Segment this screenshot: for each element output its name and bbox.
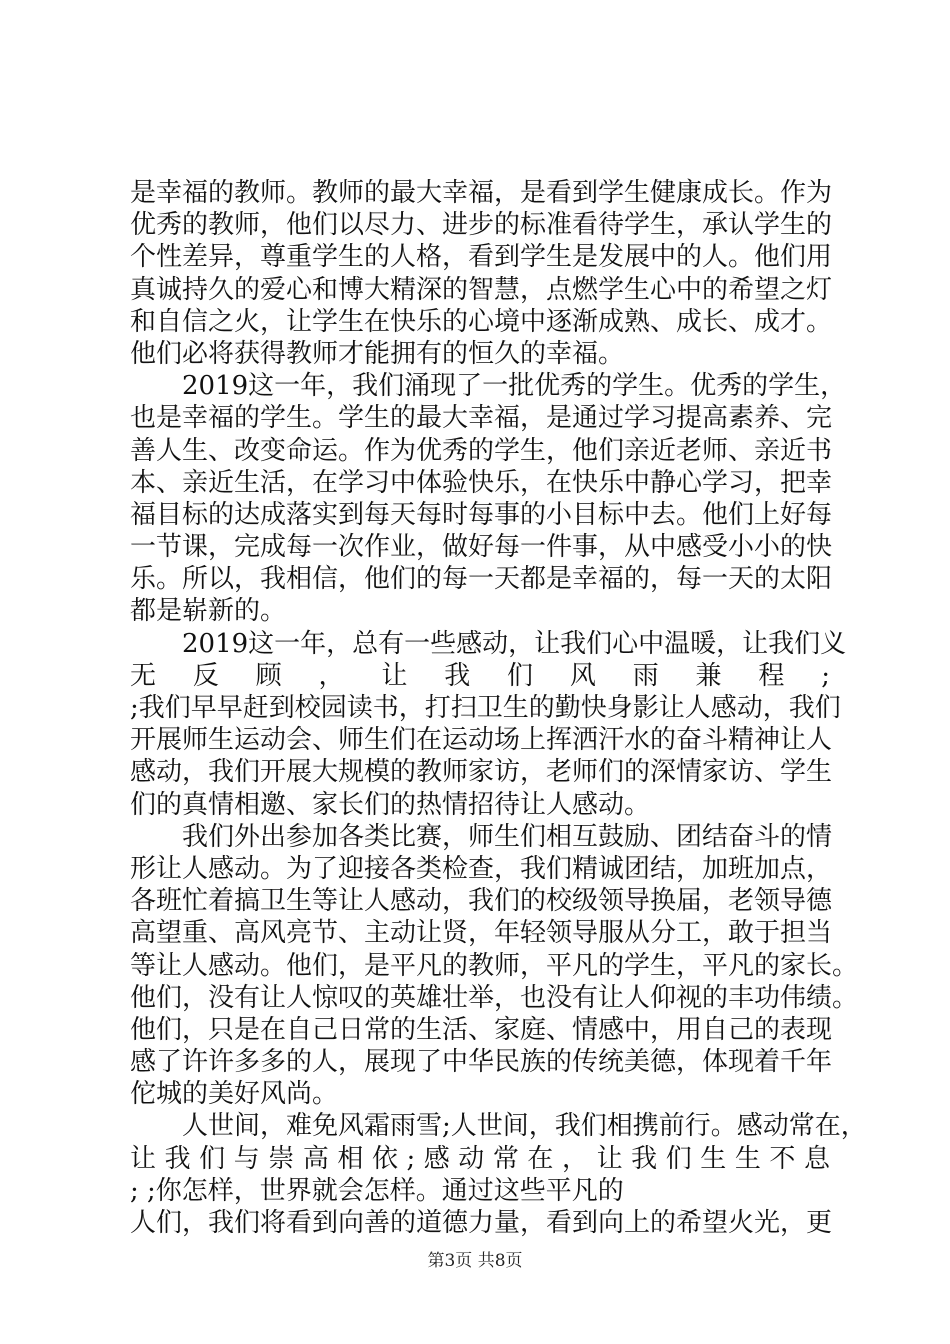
- text-line: 我们外出参加各类比赛，师生们相互鼓励、团结奋斗的情: [182, 821, 833, 852]
- text-line: 们的真情相邀、家长们的热情招待让人感动。: [130, 789, 651, 820]
- text-line: 2019这一年，我们涌现了一批优秀的学生。优秀的学生，: [182, 371, 847, 402]
- text-line: 是幸福的教师。教师的最大幸福，是看到学生健康成长。作为: [130, 178, 833, 208]
- text-line: 福目标的达成落实到每天每时每事的小目标中去。他们上好每: [130, 499, 833, 530]
- text-line: 也是幸福的学生。学生的最大幸福，是通过学习提高素养、完: [130, 403, 833, 434]
- text-line: 人们，我们将看到向善的道德力量，看到向上的希望火光，更: [130, 1208, 833, 1238]
- text-line: 本、亲近生活，在学习中体验快乐，在快乐中静心学习，把幸: [130, 467, 833, 498]
- text-line: 等让人感动。他们，是平凡的教师，平凡的学生，平凡的家长。: [130, 950, 859, 981]
- text-line: 佗城的美好风尚。: [130, 1079, 339, 1110]
- text-line: 个性差异，尊重学生的人格，看到学生是发展中的人。他们用: [130, 242, 833, 273]
- document-body: [130, 177, 867, 1239]
- text-line: 高望重、高风亮节、主动让贤，年轻领导服从分工，敢于担当: [130, 918, 833, 949]
- text-line: 无 反 顾 ， 让 我 们 风 雨 兼 程 ;: [130, 660, 830, 691]
- text-line: 真诚持久的爱心和博大精深的智慧，点燃学生心中的希望之灯: [130, 274, 833, 305]
- text-line: 开展师生运动会、师生们在运动场上挥洒汗水的奋斗精神让人: [130, 725, 833, 756]
- text-line: 各班忙着搞卫生等让人感动，我们的校级领导换届，老领导德: [130, 886, 833, 917]
- text-line: 他们，没有让人惊叹的英雄壮举，也没有让人仰视的丰功伟绩。: [130, 982, 859, 1013]
- text-line: 形让人感动。为了迎接各类检查，我们精诚团结，加班加点，: [130, 853, 833, 884]
- page-footer: 第3页 共8页: [427, 1251, 523, 1271]
- text-line: 让 我 们 与 崇 高 相 依 ; 感 动 常 在 ， 让 我 们 生 生 不 息: [130, 1143, 830, 1174]
- text-line: 人世间，难免风霜雨雪;人世间，我们相携前行。感动常在，: [182, 1111, 867, 1142]
- text-line: 感了许许多多的人，展现了中华民族的传统美德，体现着千年: [130, 1047, 833, 1078]
- text-line: 善人生、改变命运。作为优秀的学生，他们亲近老师、亲近书: [130, 435, 833, 466]
- text-line: 优秀的教师，他们以尽力、进步的标准看待学生，承认学生的: [130, 210, 833, 241]
- text-line: 他们必将获得教师才能拥有的恒久的幸福。: [130, 338, 625, 369]
- text-line: 他们，只是在自己日常的生活、家庭、情感中，用自己的表现: [130, 1014, 833, 1045]
- text-line: 感动，我们开展大规模的教师家访，老师们的深情家访、学生: [130, 757, 833, 788]
- text-line: 2019这一年，总有一些感动，让我们心中温暖，让我们义: [182, 628, 847, 659]
- text-line: 都是崭新的。: [130, 596, 287, 627]
- text-line: 和自信之火，让学生在快乐的心境中逐渐成熟、成长、成才。: [130, 306, 833, 337]
- text-line: 一节课，完成每一次作业，做好每一件事，从中感受小小的快: [130, 532, 833, 563]
- text-line: 乐。所以，我相信，他们的每一天都是幸福的，每一天的太阳: [130, 564, 833, 595]
- text-line: ;我们早早赶到校园读书，打扫卫生的勤快身影让人感动，我们: [130, 693, 841, 723]
- text-line: ; ;你怎样，世界就会怎样。通过这些平凡的: [130, 1175, 624, 1206]
